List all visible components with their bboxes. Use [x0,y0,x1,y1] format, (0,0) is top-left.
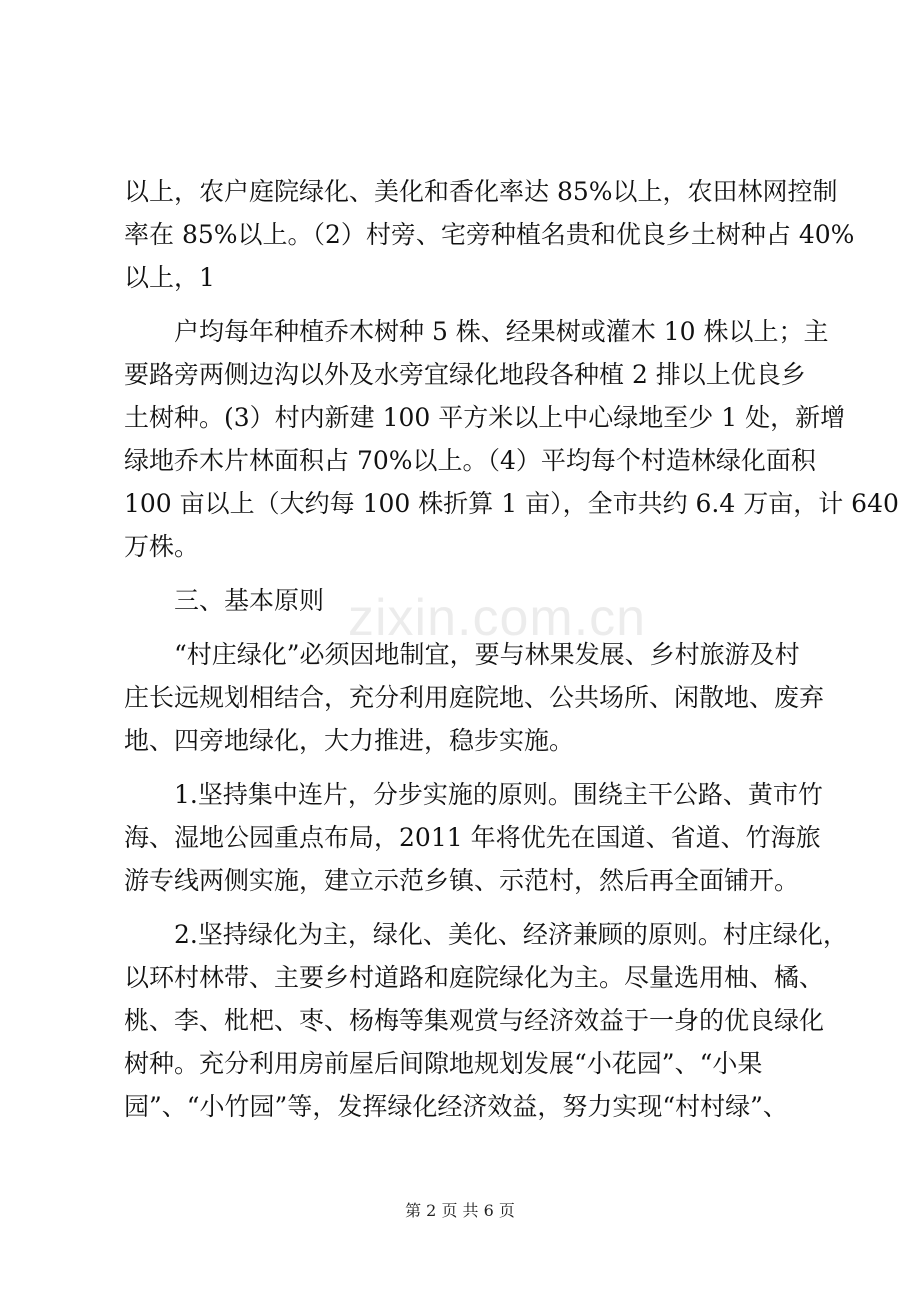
watermark: zixin.com.cn [348,589,647,647]
page-footer: 第 2 页 共 6 页 [405,1201,515,1220]
text-line: 园”、“小竹园”等，发挥绿化经济效益，努力实现“村村绿”、 [124,1092,788,1121]
text-line: 土树种。(3）村内新建 100 平方米以上中心绿地至少 1 处，新增 [124,403,846,432]
text-line: 海、湿地公园重点布局，2011 年将优先在国道、省道、竹海旅 [124,823,821,852]
text-line: 以上，农户庭院绿化、美化和香化率达 85%以上，农田林网控制 [124,177,838,206]
text-line: 2.坚持绿化为主，绿化、美化、经济兼顾的原则。村庄绿化， [124,920,848,949]
text-line: 以上，1 [124,263,215,292]
text-line: 要路旁两侧边沟以外及水旁宜绿化地段各种植 2 排以上优良乡 [124,360,806,389]
text-line: 以环村林带、主要乡村道路和庭院绿化为主。尽量选用柚、橘、 [124,963,825,992]
text-line: 树种。充分利用房前屋后间隙地规划发展“小花园”、“小果 [124,1049,763,1078]
section-heading: 三、基本原则 [124,586,325,615]
text-line: “村庄绿化”必须因地制宜，要与林果发展、乡村旅游及村 [124,640,800,669]
text-line: 户均每年种植乔木树种 5 株、经果树或灌木 10 株以上；主 [124,317,829,346]
text-line: 率在 85%以上。（2）村旁、宅旁种植名贵和优良乡土树种占 40% [124,220,855,249]
text-line: 桃、李、枇杷、枣、杨梅等集观赏与经济效益于一身的优良绿化 [124,1006,825,1035]
body-text [124,170,899,1128]
text-line: 庄长远规划相结合，充分利用庭院地、公共场所、闲散地、废弃 [124,683,825,712]
text-line: 万株。 [124,532,200,561]
text-line: 游专线两侧实施，建立示范乡镇、示范村，然后再全面铺开。 [124,866,800,895]
text-line: 绿地乔木片林面积占 70%以上。（4）平均每个村造林绿化面积 [124,446,816,475]
text-line: 100 亩以上（大约每 100 株折算 1 亩），全市共约 6.4 万亩，计 640 [124,489,899,518]
text-line: 1.坚持集中连片，分步实施的原则。围绕主干公路、黄市竹 [124,780,823,809]
text-line: 地、四旁地绿化，大力推进，稳步实施。 [124,726,575,755]
